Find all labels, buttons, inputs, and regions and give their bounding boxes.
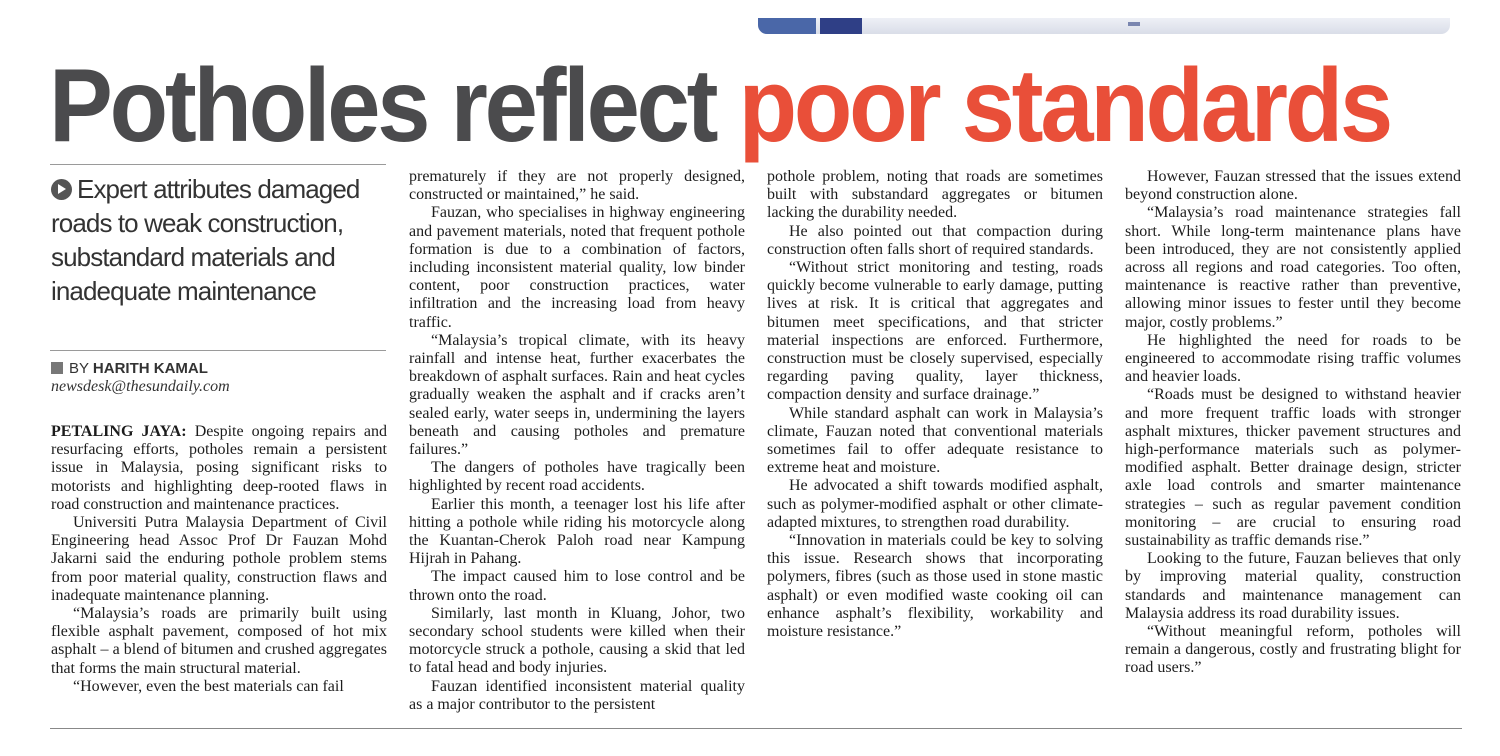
article-paragraph: The dangers of potholes have tragically been highlighted by recent road accidents.: [409, 459, 745, 495]
headline-part-1: Potholes reflect: [49, 48, 716, 164]
article-paragraph: Earlier this month, a teenager lost his life after hitting a pothole while riding his motorcycle along the Kuantan-Cherok Paloh road near Kampung Hijrah in Pahang.: [409, 495, 745, 568]
deck: [51, 172, 387, 308]
square-bullet-icon: [51, 362, 63, 374]
byline-top-rule: [50, 350, 386, 351]
article-paragraph: pothole problem, noting that roads are sometimes built with substandard aggregates or bitumen lacking the durability needed.: [767, 168, 1103, 222]
article-paragraph: “However, even the best materials can fail: [73, 677, 344, 695]
article-paragraph: “Without meaningful reform, potholes will remain a dangerous, costly and frustrating blight for road users.”: [1125, 623, 1461, 677]
headline-part-2: poor standards: [738, 48, 1391, 164]
dateline: PETALING JAYA:: [51, 423, 187, 440]
article-column-2: [409, 168, 745, 714]
chevron-right-circle-icon: [51, 179, 72, 200]
article-paragraph: “Malaysia’s roads are primarily built using flexible asphalt pavement, composed of hot mix asphalt – a blend of bitumen and crushed aggregates that forms the main structural material.: [51, 605, 387, 677]
article-paragraph: “Innovation in materials could be key to solving this issue. Research shows that incorporating polymers, fibres (such as those used in stone mastic asphalt) or even modified waste cooking oil can enhance asphalt’s flexibility, workability and moisture resistance.”: [767, 532, 1103, 641]
deck-text: Expert attributes damaged roads to weak construction, substandard materials and inadequate maintenance: [51, 174, 360, 306]
article-paragraph: Fauzan identified inconsistent material quality as a major contributor to the persistent: [409, 677, 745, 713]
article-paragraph: “Malaysia’s tropical climate, with its heavy rainfall and intense heat, further exacerbates the breakdown of asphalt surfaces. Rain and heat cycles gradually weaken the asphalt and if cracks aren’t sealed early, water seeps in, undermining the layers beneath and causing potholes and premature failures.”: [409, 331, 745, 459]
article-paragraph: However, Fauzan stressed that the issues extend beyond construction alone.: [1125, 168, 1461, 204]
article-paragraph: Universiti Putra Malaysia Department of Civil Engineering head Assoc Prof Dr Fauzan Mohd Jakarni said the enduring pothole problem stems from poor material quality, construction flaws and inadequate maintenance planning.: [51, 514, 387, 604]
article-paragraph: Fauzan, who specialises in highway engineering and pavement materials, noted that frequent pothole formation is due to a combination of factors, including inconsistent material quality, low binder content, poor construction practices, water infiltration and the increasing load from heavy traffic.: [409, 204, 745, 331]
headline: [49, 44, 1390, 169]
article-column-4: [1125, 168, 1461, 678]
article-paragraph: “Malaysia’s road maintenance strategies fall short. While long-term maintenance plans have been introduced, they are not consistently applied across all regions and road categories. Too often, maintenance is reactive rather than preventive, allowing minor issues to fester until they become major, costly problems.”: [1125, 204, 1461, 331]
article-paragraph: [51, 423, 387, 514]
article-paragraph: prematurely if they are not properly designed, constructed or maintained,” he said.: [409, 168, 745, 204]
byline-prefix: BY: [69, 360, 89, 377]
deck-top-rule: [50, 164, 386, 165]
article-paragraph: While standard asphalt can work in Malaysia’s climate, Fauzan noted that conventional materials sometimes fail to offer adequate resistance to extreme heat and moisture.: [767, 404, 1103, 477]
banner-blue-segment: [758, 18, 816, 34]
article-paragraph: He also pointed out that compaction during construction often falls short of required standards.: [767, 222, 1103, 258]
banner-mark: [1128, 22, 1140, 26]
article-paragraph: Looking to the future, Fauzan believes that only by improving material quality, construction standards and maintenance management can Malaysia address its road durability issues.: [1125, 550, 1461, 622]
article-paragraph: “Roads must be designed to withstand heavier and more frequent traffic loads with stronger asphalt mixtures, thicker pavement structures and high-performance materials such as polymer-modified asphalt. Better drainage design, stricter axle load controls and smarter maintenance strategies – such as regular pavement condition monitoring – are crucial to ensuring road sustainability as traffic demands rise.”: [1125, 386, 1461, 550]
article-column-3: [767, 168, 1103, 641]
article-paragraph: He advocated a shift towards modified asphalt, such as polymer-modified asphalt or other climate-adapted mixtures, to strengthen road durability.: [767, 477, 1103, 531]
byline: [51, 360, 208, 377]
article-paragraph: The impact caused him to lose control and be thrown onto the road.: [409, 568, 745, 604]
top-banner-strip: [758, 18, 1450, 34]
byline-email: newsdesk@thesundaily.com: [51, 378, 230, 395]
paragraph-text: Despite ongoing repairs and resurfacing efforts, potholes remain a persistent issue in Malaysia, posing significant risks to motorists and highlighting deep-rooted flaws in road construction and maintenance practices.: [51, 423, 388, 513]
byline-author: HARITH KAMAL: [92, 360, 208, 377]
bottom-rule: [50, 728, 1462, 729]
article-paragraph: “Without strict monitoring and testing, roads quickly become vulnerable to early damage, putting lives at risk. It is critical that aggregates and bitumen meet specifications, and that stricter material inspections are enforced. Furthermore, construction must be closely supervised, especially regarding paving quality, layer thickness, compaction density and surface drainage.”: [767, 259, 1103, 404]
banner-navy-segment: [820, 18, 862, 34]
article-column-1: [51, 423, 387, 696]
article-paragraph: Similarly, last month in Kluang, Johor, two secondary school students were killed when their motorcycle struck a pothole, causing a skid that led to fatal head and body injuries.: [409, 604, 745, 677]
article-paragraph: He highlighted the need for roads to be engineered to accommodate rising traffic volumes and heavier loads.: [1125, 331, 1461, 386]
